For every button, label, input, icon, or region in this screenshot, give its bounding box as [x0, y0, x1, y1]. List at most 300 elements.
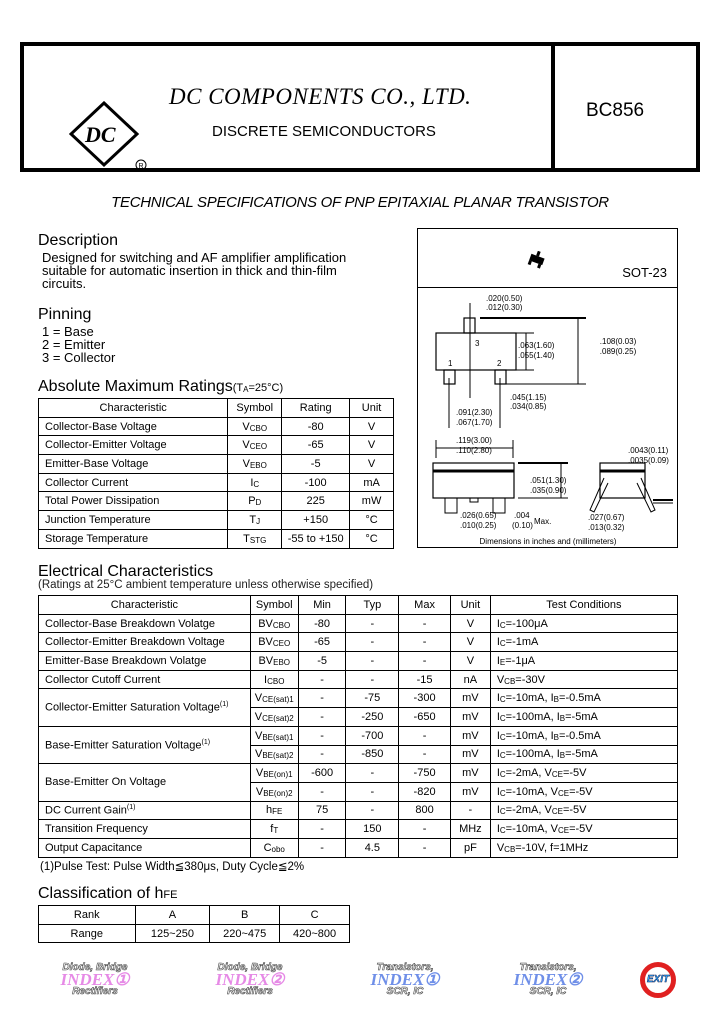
unit: V — [450, 633, 490, 652]
symbol-main: T — [243, 532, 250, 545]
condition-part: C — [499, 788, 506, 798]
svg-text:.110(2.80): .110(2.80) — [456, 446, 492, 455]
header-divider — [551, 46, 555, 168]
symbol-main: I — [264, 673, 268, 686]
symbol-main: V — [255, 748, 263, 761]
svg-text:.119(3.00): .119(3.00) — [456, 436, 492, 445]
classification-table — [38, 905, 350, 943]
package-panel — [417, 228, 678, 548]
unit: °C — [350, 529, 394, 548]
symbol — [228, 417, 282, 436]
condition-part: I — [496, 804, 500, 817]
condition-part: CE — [551, 807, 563, 817]
symbol-main: V — [255, 785, 264, 798]
min: - — [298, 820, 346, 839]
rank-label: Rank — [39, 906, 136, 925]
col-header: Rating — [282, 399, 350, 418]
symbol — [228, 473, 282, 492]
min: - — [298, 782, 346, 801]
symbol-main: V — [242, 420, 250, 433]
svg-text:.0043(0.11): .0043(0.11) — [628, 446, 669, 455]
table-row — [39, 473, 394, 492]
unit: °C — [350, 511, 394, 530]
link-top: Diode, Bridge — [217, 962, 283, 973]
rating: -80 — [282, 417, 350, 436]
symbol-main: BV — [258, 636, 273, 649]
cond-end: =25°C) — [248, 382, 284, 394]
pin-item: 1 = Base — [42, 324, 94, 339]
link-top: Transistors, — [376, 962, 434, 973]
svg-text:2: 2 — [497, 359, 502, 368]
test-conditions — [490, 614, 677, 633]
condition-part: I — [496, 785, 500, 798]
typ: - — [346, 652, 399, 671]
exit-button[interactable] — [633, 962, 683, 998]
characteristic — [39, 689, 251, 726]
svg-text:.067(1.70): .067(1.70) — [456, 418, 493, 427]
test-conditions — [490, 801, 677, 820]
svg-text:.108(0.03): .108(0.03) — [599, 337, 637, 346]
table-row — [39, 670, 678, 689]
condition-part: I — [496, 823, 500, 836]
symbol-main: V — [242, 457, 250, 470]
index-link-button[interactable] — [355, 962, 455, 998]
svg-text:(0.10): (0.10) — [512, 521, 533, 530]
footnote-ref: (1) — [219, 701, 229, 709]
symbol-sub: FE — [272, 807, 283, 817]
col-header: Typ — [346, 596, 399, 615]
abs-max-table — [38, 398, 394, 549]
condition-part: B — [559, 751, 566, 761]
symbol — [250, 670, 298, 689]
characteristic — [39, 764, 251, 801]
col-header: Test Conditions — [490, 596, 677, 615]
min: - — [298, 838, 346, 857]
rating: 225 — [282, 492, 350, 511]
elec-table — [38, 595, 678, 858]
description-line: Designed for switching and AF amplifier amplification — [42, 250, 347, 265]
condition-part: I — [496, 617, 500, 630]
svg-text:.045(1.15): .045(1.15) — [510, 393, 547, 402]
condition-part: I — [496, 748, 500, 761]
max: -650 — [399, 708, 451, 727]
symbol-sub: BE(on)1 — [263, 770, 293, 780]
unit: mV — [450, 689, 490, 708]
condition-part: =-1μA — [505, 654, 536, 667]
unit: V — [450, 614, 490, 633]
symbol-sub: CBO — [249, 423, 268, 433]
typ: - — [346, 764, 399, 783]
unit: mV — [450, 708, 490, 727]
characteristic-text: Base-Emitter Saturation Voltage — [45, 739, 202, 752]
characteristic: Emitter-Base Voltage — [39, 455, 228, 474]
svg-text:DC: DC — [85, 122, 116, 147]
characteristic — [39, 633, 251, 652]
symbol-sub: BE(on)2 — [263, 788, 293, 798]
condition-part: CE — [551, 770, 563, 780]
symbol-sub: BE(sat)1 — [262, 732, 294, 742]
pinning-heading: Pinning — [38, 306, 92, 323]
characteristic-text: Collector Cutoff Current — [45, 673, 161, 686]
svg-text:1: 1 — [448, 359, 453, 368]
condition-part: =-10mA, I — [505, 729, 554, 742]
dimensions-caption: Dimensions in inches and (millimeters) — [479, 537, 617, 546]
characteristic: Storage Temperature — [39, 529, 228, 548]
svg-text:.026(0.65): .026(0.65) — [460, 511, 497, 520]
footnote-ref: (1) — [126, 804, 136, 812]
unit: V — [350, 436, 394, 455]
table-row — [39, 633, 678, 652]
condition-part: C — [499, 620, 506, 630]
test-conditions — [490, 838, 677, 857]
unit: V — [450, 652, 490, 671]
svg-text:R: R — [138, 163, 144, 170]
condition-part: I — [496, 729, 500, 742]
table-row — [39, 838, 678, 857]
test-conditions — [490, 764, 677, 783]
condition-part: =-5mA — [565, 710, 598, 723]
min: - — [298, 670, 346, 689]
symbol-main: C — [263, 841, 272, 854]
condition-part: =-5V — [569, 823, 593, 836]
link-index: INDEX② — [513, 970, 583, 989]
col-header: Unit — [350, 399, 394, 418]
typ: -850 — [346, 745, 399, 764]
condition-part: =-10V, f=1MHz — [515, 841, 589, 854]
table-row — [39, 801, 678, 820]
condition-part: C — [499, 732, 506, 742]
heading-text: Classification of h — [38, 885, 164, 902]
dc-logo-icon — [69, 101, 149, 171]
range: 420~800 — [280, 924, 350, 943]
typ: -250 — [346, 708, 399, 727]
condition-part: =-2mA, V — [505, 804, 552, 817]
condition-part: =-5V — [562, 804, 587, 817]
condition-part: CB — [504, 844, 516, 854]
typ: - — [346, 633, 399, 652]
condition-part: =-1mA — [505, 636, 539, 649]
symbol — [250, 689, 298, 708]
svg-text:.055(1.40): .055(1.40) — [518, 351, 555, 360]
unit: MHz — [450, 820, 490, 839]
typ: -75 — [346, 689, 399, 708]
condition-part: CE — [557, 826, 570, 836]
table-row — [39, 652, 678, 671]
symbol — [250, 708, 298, 727]
max: - — [399, 652, 451, 671]
min: -5 — [298, 652, 346, 671]
characteristic-text: DC Current Gain — [45, 804, 127, 817]
index-link-button[interactable] — [498, 962, 598, 998]
symbol-main: P — [248, 495, 256, 508]
symbol-sub: CEO — [272, 639, 291, 649]
table-row — [39, 529, 394, 548]
symbol-sub: C — [253, 479, 260, 489]
min: - — [298, 726, 346, 745]
condition-part: B — [553, 695, 560, 705]
condition-part: E — [499, 657, 506, 667]
symbol-main: V — [255, 767, 264, 780]
test-conditions — [490, 689, 677, 708]
rank: B — [210, 906, 280, 925]
max: -820 — [399, 782, 451, 801]
col-header: Symbol — [250, 596, 298, 615]
symbol — [228, 529, 282, 548]
symbol — [250, 652, 298, 671]
unit: - — [450, 801, 490, 820]
symbol-sub: EBO — [273, 657, 291, 667]
test-conditions — [490, 726, 677, 745]
min: - — [298, 745, 346, 764]
max: 800 — [399, 801, 451, 820]
symbol-main: h — [266, 804, 273, 817]
symbol — [228, 455, 282, 474]
symbol — [228, 511, 282, 530]
part-number: BC856 — [586, 100, 645, 121]
symbol — [250, 633, 298, 652]
characteristic: Collector Current — [39, 473, 228, 492]
table-row — [39, 511, 394, 530]
max: -15 — [399, 670, 451, 689]
symbol-sub: CE(sat)2 — [262, 713, 294, 723]
condition-part: V — [496, 841, 505, 854]
rating: -55 to +150 — [282, 529, 350, 548]
company-name: DC COMPONENTS CO., LTD. — [169, 84, 472, 109]
link-index: INDEX① — [370, 970, 440, 989]
symbol — [250, 764, 298, 783]
test-conditions — [490, 745, 677, 764]
symbol-sub: CBO — [272, 620, 291, 630]
condition-part: =-100μA — [505, 617, 548, 630]
condition-part: =-10mA, V — [505, 785, 558, 798]
symbol-main: V — [255, 729, 263, 742]
index-link-button[interactable] — [200, 962, 300, 998]
svg-text:.004: .004 — [514, 511, 530, 520]
col-header: Characteristic — [39, 596, 251, 615]
test-conditions — [490, 820, 677, 839]
link-bottom: Rectifiers — [72, 986, 118, 997]
max: - — [399, 820, 451, 839]
condition-part: I — [496, 692, 500, 705]
typ: 4.5 — [346, 838, 399, 857]
link-index: INDEX② — [215, 970, 285, 989]
header-box — [20, 42, 700, 172]
characteristic-text: Transition Frequency — [45, 823, 148, 836]
svg-text:Max.: Max. — [534, 517, 552, 526]
description-heading: Description — [38, 232, 119, 249]
test-conditions — [490, 633, 677, 652]
footnote: (1)Pulse Test: Pulse Width≦380μs, Duty Cycle≦2% — [40, 861, 305, 873]
test-conditions — [490, 652, 677, 671]
svg-text:.063(1.60): .063(1.60) — [518, 341, 555, 350]
symbol-main: V — [242, 439, 250, 452]
characteristic-text: Emitter-Base Breakdown Volatge — [45, 654, 207, 667]
rating: -5 — [282, 455, 350, 474]
condition-part: =-30V — [515, 673, 545, 686]
test-conditions — [490, 708, 677, 727]
rank: C — [280, 906, 350, 925]
symbol — [228, 436, 282, 455]
condition-part: =-10mA, V — [505, 823, 558, 836]
col-header: Min — [298, 596, 346, 615]
condition-part: =-5V — [569, 785, 593, 798]
symbol-sub: D — [255, 498, 262, 508]
characteristic-text: Collector-Emitter Saturation Voltage — [45, 701, 220, 714]
link-index: INDEX① — [60, 970, 130, 989]
condition-part: B — [553, 732, 560, 742]
svg-text:.027(0.67): .027(0.67) — [588, 513, 625, 522]
condition-part: =-10mA, I — [505, 692, 554, 705]
symbol-sub: obo — [271, 844, 285, 854]
svg-text:.089(0.25): .089(0.25) — [599, 347, 637, 356]
svg-text:.012(0.30): .012(0.30) — [486, 303, 523, 312]
unit: pF — [450, 838, 490, 857]
characteristic-text: Collector-Emitter Breakdown Voltage — [45, 636, 225, 649]
symbol — [250, 838, 298, 857]
typ: - — [346, 614, 399, 633]
footnote-ref: (1) — [201, 738, 211, 746]
condition-part: B — [559, 713, 566, 723]
symbol — [250, 726, 298, 745]
svg-text:.020(0.50): .020(0.50) — [486, 294, 523, 303]
svg-text:.0035(0.09): .0035(0.09) — [628, 456, 669, 465]
condition-part: C — [499, 751, 506, 761]
condition-part: CE — [557, 788, 570, 798]
range-label: Range — [39, 924, 136, 943]
min: 75 — [298, 801, 346, 820]
condition-part: C — [499, 770, 506, 780]
max: - — [399, 726, 451, 745]
symbol-main: BV — [258, 617, 273, 630]
symbol — [250, 745, 298, 764]
col-header: Unit — [450, 596, 490, 615]
condition-part: =-5mA — [565, 748, 598, 761]
exit-icon — [640, 962, 676, 998]
test-conditions — [490, 782, 677, 801]
unit: mV — [450, 782, 490, 801]
characteristic — [39, 670, 251, 689]
characteristic: Total Power Dissipation — [39, 492, 228, 511]
condition-part: =-2mA, V — [505, 767, 552, 780]
symbol — [250, 801, 298, 820]
condition-part: C — [499, 695, 506, 705]
link-top: Transistors, — [519, 962, 577, 973]
unit: mW — [350, 492, 394, 511]
rating: +150 — [282, 511, 350, 530]
table-row — [39, 455, 394, 474]
symbol — [250, 614, 298, 633]
unit: mV — [450, 764, 490, 783]
table-row — [39, 726, 678, 745]
symbol-main: BV — [258, 654, 274, 667]
condition-part: =-5V — [562, 767, 587, 780]
cond: (T — [232, 382, 244, 394]
index-link-button[interactable] — [45, 962, 145, 998]
col-header: Characteristic — [39, 399, 228, 418]
svg-text:.051(1.30): .051(1.30) — [530, 476, 567, 485]
table-row — [39, 764, 678, 783]
symbol-main: V — [254, 710, 263, 723]
characteristic — [39, 614, 251, 633]
unit: mA — [350, 473, 394, 492]
condition-part: V — [496, 673, 505, 686]
link-bottom: SCR, IC — [386, 986, 424, 997]
unit: V — [350, 455, 394, 474]
symbol-main: T — [249, 513, 257, 526]
max: -750 — [399, 764, 451, 783]
condition-part: C — [499, 807, 506, 817]
symbol-sub: CE(sat)1 — [262, 695, 294, 705]
characteristic — [39, 820, 251, 839]
max: -300 — [399, 689, 451, 708]
condition-part: =-0.5mA — [559, 692, 601, 705]
condition-part: I — [496, 767, 500, 780]
table-row — [39, 492, 394, 511]
symbol — [250, 820, 298, 839]
characteristic — [39, 801, 251, 820]
symbol-sub: CEO — [249, 442, 268, 452]
characteristic-text: Base-Emitter On Voltage — [45, 776, 167, 789]
elec-note: (Ratings at 25°C ambient temperature unless otherwise specified) — [38, 579, 374, 591]
characteristic: Collector-Emitter Voltage — [39, 436, 228, 455]
symbol-sub: BE(sat)2 — [262, 751, 294, 761]
symbol — [250, 782, 298, 801]
description-line: suitable for automatic insertion in thick and thin-film — [42, 263, 337, 278]
max: - — [399, 614, 451, 633]
heading-text: Absolute Maximum Ratings — [38, 378, 233, 395]
symbol-sub: T — [273, 826, 279, 836]
table-row — [39, 417, 394, 436]
condition-part: I — [496, 636, 500, 649]
symbol-sub: STG — [249, 535, 267, 545]
characteristic — [39, 726, 251, 763]
condition-part: I — [496, 654, 500, 667]
company-subtitle: DISCRETE SEMICONDUCTORS — [212, 123, 436, 140]
characteristic — [39, 838, 251, 857]
max: - — [399, 838, 451, 857]
document-title: TECHNICAL SPECIFICATIONS OF PNP EPITAXIAL PLANAR TRANSISTOR — [111, 194, 609, 211]
min: -600 — [298, 764, 346, 783]
link-bottom: SCR, IC — [529, 986, 567, 997]
characteristic: Junction Temperature — [39, 511, 228, 530]
characteristic: Collector-Base Voltage — [39, 417, 228, 436]
svg-text:3: 3 — [475, 339, 480, 348]
package-name: SOT-23 — [622, 265, 667, 280]
range: 125~250 — [135, 924, 210, 943]
rating: -100 — [282, 473, 350, 492]
symbol-sub: J — [256, 516, 261, 526]
condition-part: =-100mA, I — [505, 748, 560, 761]
abs-max-heading — [38, 378, 283, 396]
package-dimension-drawing — [418, 288, 678, 548]
typ: -700 — [346, 726, 399, 745]
link-bottom: Rectifiers — [227, 986, 273, 997]
svg-text:.013(0.32): .013(0.32) — [588, 523, 625, 532]
table-row — [39, 689, 678, 708]
link-top: Diode, Bridge — [62, 962, 128, 973]
table-row — [39, 614, 678, 633]
unit: V — [350, 417, 394, 436]
classification-heading — [38, 885, 177, 903]
exit-label: EXIT — [646, 974, 670, 985]
condition-part: C — [499, 639, 506, 649]
condition-part: C — [499, 713, 506, 723]
rating: -65 — [282, 436, 350, 455]
cond-sub: A — [243, 385, 249, 394]
heading-sub: FE — [163, 889, 178, 901]
pin-item: 2 = Emitter — [42, 337, 106, 352]
symbol-sub: EBO — [249, 460, 267, 470]
